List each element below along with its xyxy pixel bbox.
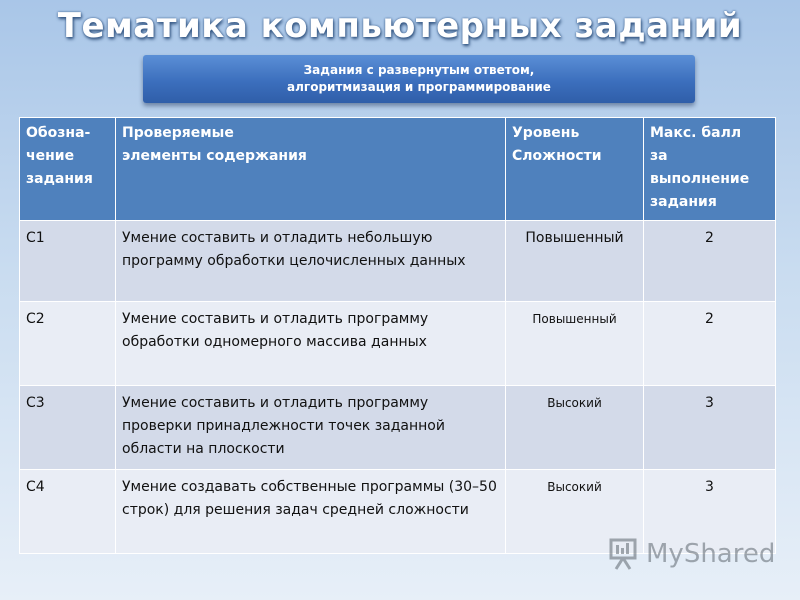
subtitle-line-2: алгоритмизация и программирование: [287, 80, 551, 94]
cell-score: 2: [644, 302, 776, 386]
cell-content: Умение составить и отладить программу проверки принадлежности точек заданной области на плоскости: [116, 386, 506, 470]
header-line: выполнение: [650, 171, 750, 187]
header-line: Сложности: [512, 148, 602, 164]
cell-level: Повышенный: [506, 221, 644, 302]
cell-content: Умение составить и отладить небольшую программу обработки целочисленных данных: [116, 221, 506, 302]
cell-code: С2: [20, 302, 116, 386]
table-header-row: [20, 118, 776, 221]
header-line: чение: [26, 148, 75, 164]
header-line: за: [650, 148, 668, 164]
header-line: Обозна-: [26, 125, 91, 141]
header-task-code: [20, 118, 116, 221]
header-content: [116, 118, 506, 221]
cell-code: С4: [20, 470, 116, 554]
page-title: Тематика компьютерных заданий: [57, 6, 743, 46]
watermark: [608, 536, 775, 572]
cell-level: Повышенный: [506, 302, 644, 386]
cell-level: Высокий: [506, 470, 644, 554]
cell-score: 2: [644, 221, 776, 302]
cell-score: 3: [644, 386, 776, 470]
cell-score: 3: [644, 470, 776, 554]
presentation-icon: [608, 537, 638, 571]
header-line: Уровень: [512, 125, 580, 141]
table-row: [20, 221, 776, 302]
subtitle-line-1: Задания с развернутым ответом,: [303, 63, 535, 77]
header-line: задания: [650, 194, 717, 210]
header-max-score: [644, 118, 776, 221]
cell-content: Умение составить и отладить программу обработки одномерного массива данных: [116, 302, 506, 386]
cell-level: Высокий: [506, 386, 644, 470]
subtitle-box: [143, 55, 695, 103]
header-line: Проверяемые: [122, 125, 234, 141]
table-row: [20, 386, 776, 470]
cell-code: С3: [20, 386, 116, 470]
header-line: Макс. балл: [650, 125, 742, 141]
tasks-table: [19, 117, 776, 554]
header-line: задания: [26, 171, 93, 187]
cell-code: С1: [20, 221, 116, 302]
header-level: [506, 118, 644, 221]
cell-content: Умение создавать собственные программы (30–50 строк) для решения задач средней сложности: [116, 470, 506, 554]
table-row: [20, 302, 776, 386]
header-line: элементы содержания: [122, 148, 307, 164]
watermark-text: MyShared: [646, 539, 776, 569]
